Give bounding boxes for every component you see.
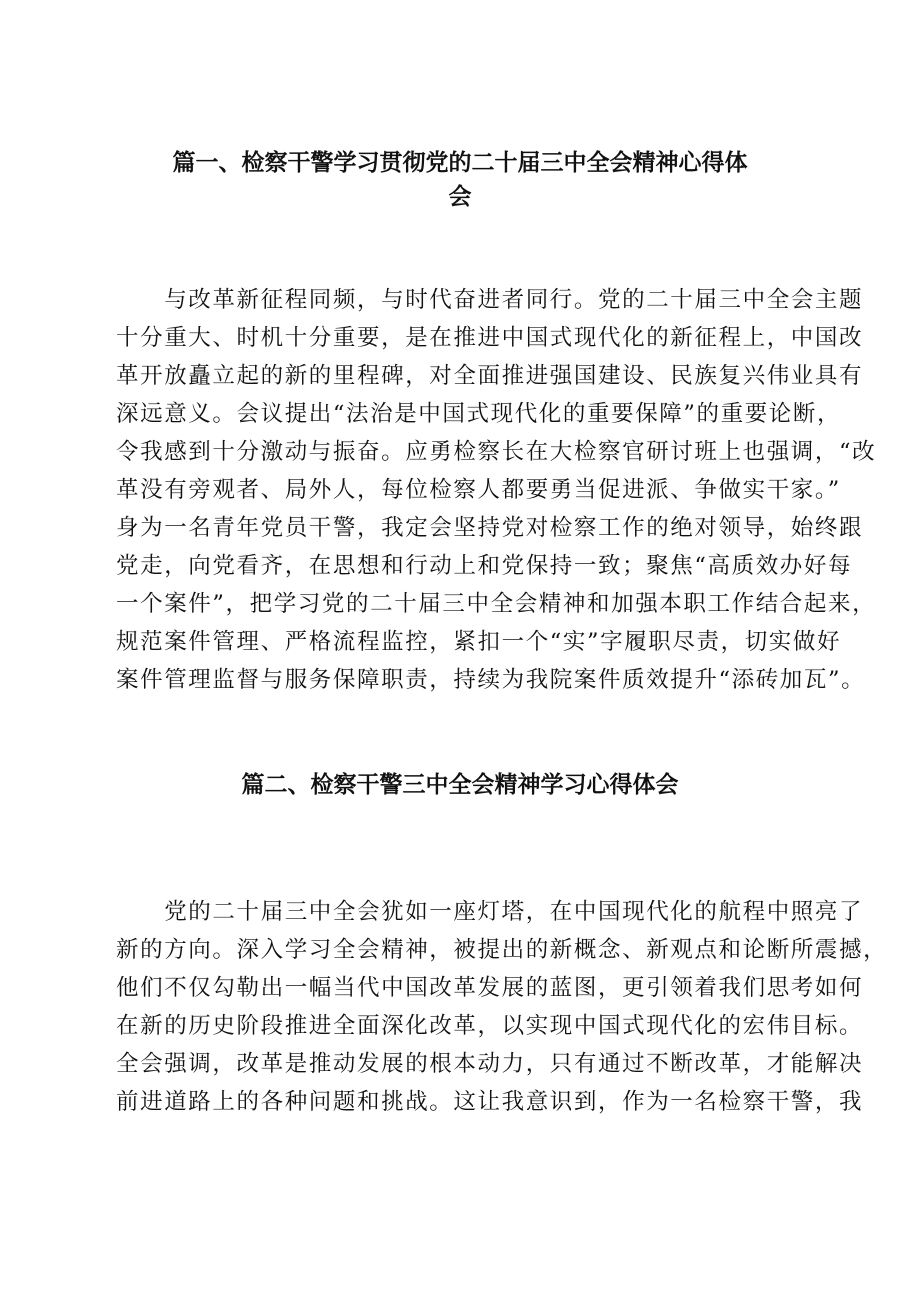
paragraph-line: 党走，向党看齐，在思想和行动上和党保持一致；聚焦“高质效办好每	[116, 553, 853, 579]
paragraph-line: 深远意义。会议提出“法治是中国式现代化的重要保障”的重要论断，	[116, 401, 842, 427]
paragraph-line: 前进道路上的各种问题和挑战。这让我意识到，作为一名检察干警，我	[116, 1089, 864, 1115]
section2-paragraph	[116, 893, 888, 1121]
paragraph-line: 规范案件管理、严格流程监控，紧扣一个“实”字履职尽责，切实做好	[116, 629, 842, 655]
section1-title: 篇一、检察干警学习贯彻党的二十届三中全会精神心得体	[172, 150, 748, 176]
section1-paragraph	[116, 281, 877, 699]
section2-title: 篇二、检察干警三中全会精神学习心得体会	[241, 772, 679, 798]
paragraph-line: 十分重大、时机十分重要，是在推进中国式现代化的新征程上，中国改	[116, 325, 864, 351]
paragraph-line: 革没有旁观者、局外人，每位检察人都要勇当促进派、争做实干家。”	[116, 477, 841, 503]
paragraph-line: 案件管理监督与服务保障职责，持续为我院案件质效提升“添砖加瓦”。	[116, 667, 866, 693]
paragraph-line: 令我感到十分激动与振奋。应勇检察长在大检察官研讨班上也强调，“改	[116, 439, 877, 465]
paragraph-line: 全会强调，改革是推动发展的根本动力，只有通过不断改革，才能解决	[116, 1051, 864, 1077]
paragraph-line: 一个案件”，把学习党的二十届三中全会精神和加强本职工作结合起来，	[116, 591, 877, 617]
paragraph-line: 新的方向。深入学习全会精神，被提出的新概念、新观点和论断所震撼，	[116, 937, 888, 963]
paragraph-line: 革开放矗立起的新的里程碑，对全面推进强国建设、民族复兴伟业具有	[116, 363, 864, 389]
paragraph-line: 与改革新征程同频，与时代奋进者同行。党的二十届三中全会主题	[116, 287, 864, 313]
paragraph-line: 身为一名青年党员干警，我定会坚持党对检察工作的绝对领导，始终跟	[116, 515, 864, 541]
section1-title-continued: 会	[448, 184, 472, 210]
paragraph-line: 党的二十届三中全会犹如一座灯塔，在中国现代化的航程中照亮了	[116, 899, 864, 925]
paragraph-line: 在新的历史阶段推进全面深化改革，以实现中国式现代化的宏伟目标。	[116, 1013, 864, 1039]
paragraph-line: 他们不仅勾勒出一幅当代中国改革发展的蓝图，更引领着我们思考如何	[116, 975, 864, 1001]
